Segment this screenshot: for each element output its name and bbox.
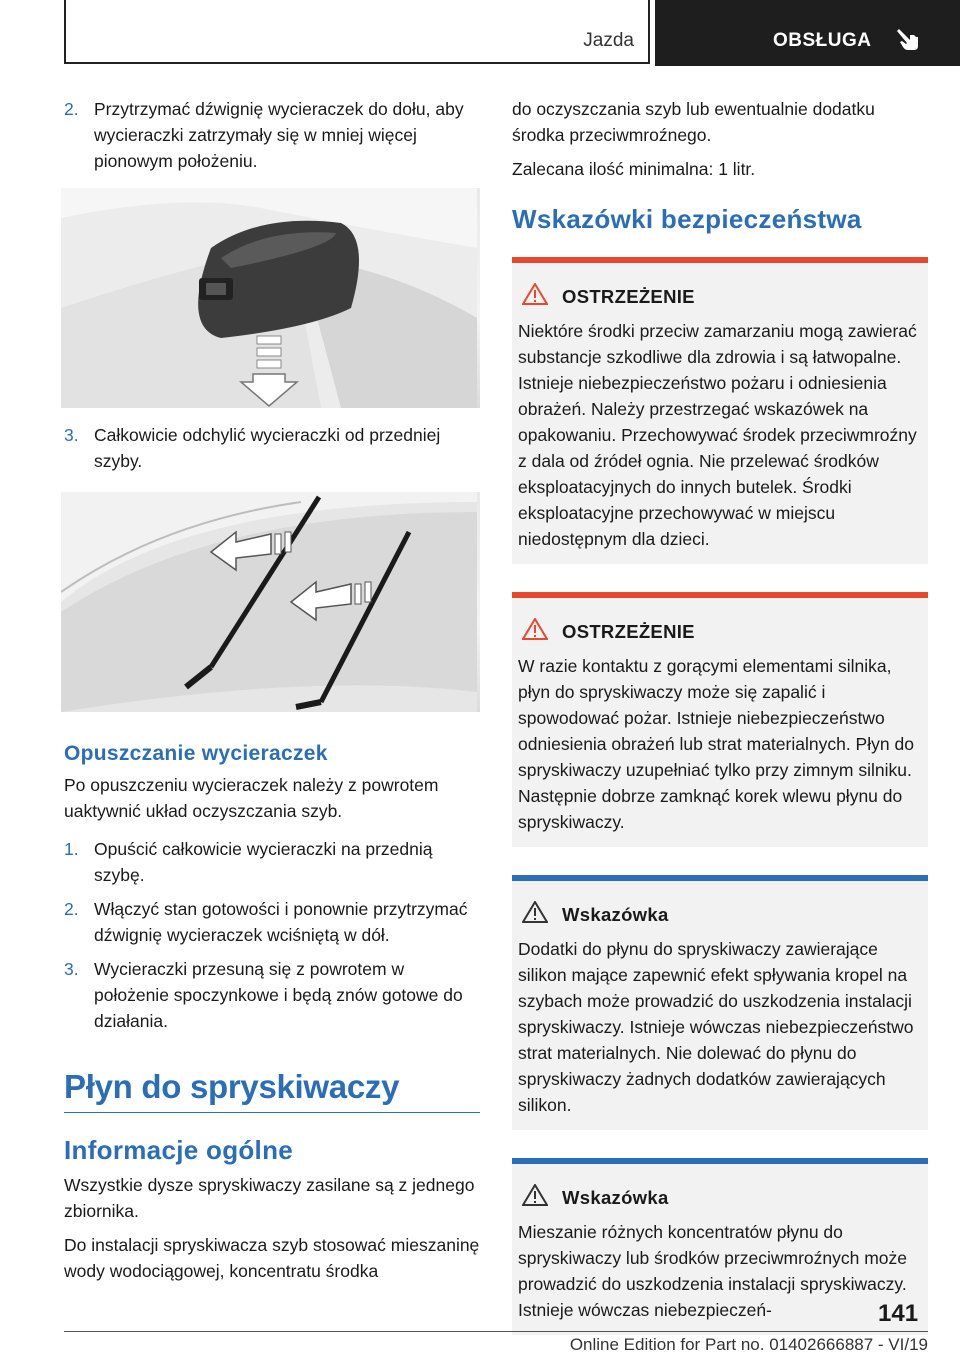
warning-title [518, 283, 922, 310]
warning-title [518, 618, 922, 645]
warning-triangle-icon [522, 283, 552, 310]
section-heading: Wskazówki bezpieczeństwa [512, 204, 862, 234]
warning-box [512, 257, 928, 564]
list-item [64, 422, 480, 474]
step-number: 3. [64, 959, 79, 979]
note-title [518, 1184, 922, 1211]
warning-body: Niektóre środki przeciw zamarzaniu mogą zawierać substancje szkodliwe dla zdrowia i są łatwopalne. Istnieje niebezpieczeństwo pożaru i odniesienia obrażeń. Należy przestrzegać wskazówek na opakowaniu. Przechowywać środek przeciwmroźny z dala od źródeł ognia. Nie przelewać środków eksploatacyjnych do innych butelek. Środki eksploatacyjne przechowywać w miejscu niedostępnym dla dzieci. [518, 321, 917, 549]
step-text: Całkowicie odchylić wycieraczki od przedniej szyby. [94, 425, 441, 471]
step-text: Przytrzymać dźwignię wycieraczek do dołu, aby wycieraczki zatrzymały się w mniej więcej pionowym położeniu. [94, 99, 464, 171]
warning-triangle-icon [522, 1184, 552, 1211]
list-item [64, 96, 480, 174]
step-text: Włączyć stan gotowości i ponownie przytrzymać dźwignię wycieraczek wciśniętą w dół. [94, 899, 468, 945]
note-body: Mieszanie różnych koncentratów płynu do spryskiwaczy lub środków przeciwmroźnych może prowadzić do uszkodzenia instalacji spryskiwaczy. Istnieje wówczas niebezpieczeń- [518, 1222, 907, 1320]
paragraph: Do instalacji spryskiwacza szyb stosować mieszaninę wody wodociągowej, koncentratu środka [64, 1235, 480, 1281]
paragraph: Zalecana ilość minimalna: 1 litr. [512, 159, 756, 179]
page-number: 141 [878, 1300, 919, 1327]
chapter-heading: Płyn do spryskiwaczy [64, 1068, 480, 1113]
windshield-wipers-figure [61, 492, 480, 712]
pointing-hand-icon [895, 26, 921, 57]
edition-note: Online Edition for Part no. 01402666887 - VI/19 [569, 1335, 928, 1354]
paragraph: Wszystkie dysze spryskiwaczy zasilane są z jednego zbiornika. [64, 1175, 475, 1221]
chapter-tab-label: OBSŁUGA [773, 30, 872, 51]
header-frame [64, 0, 650, 64]
warning-title-text: OSTRZEŻENIE [562, 620, 695, 642]
list-item [64, 836, 480, 888]
chapter-tab[interactable] [655, 0, 960, 66]
section-title: Jazda [583, 30, 634, 51]
left-column [64, 96, 480, 1292]
step-number: 2. [64, 899, 79, 919]
step-text: Wycieraczki przesuną się z powrotem w położenie spoczynkowe i będą znów gotowe do działania. [94, 959, 463, 1031]
note-title [518, 901, 922, 928]
note-title-text: Wskazówka [562, 903, 669, 925]
warning-triangle-icon [522, 618, 552, 645]
paragraph: do oczyszczania szyb lub ewentualnie dodatku środka przeciwmroźnego. [512, 99, 875, 145]
step-number: 3. [64, 425, 79, 445]
paragraph: Po opuszczeniu wycieraczek należy z powrotem uaktywnić układ oczyszczania szyb. [64, 775, 439, 821]
step-text: Opuścić całkowicie wycieraczki na przednią szybę. [94, 839, 433, 885]
wiper-lever-figure [61, 188, 480, 408]
note-box [512, 875, 928, 1130]
warning-box [512, 592, 928, 847]
step-number: 2. [64, 99, 79, 119]
note-box [512, 1158, 928, 1335]
section-heading: Informacje ogólne [64, 1135, 294, 1165]
warning-body: W razie kontaktu z gorącymi elementami silnika, płyn do spryskiwaczy może się zapalić i spowodować pożar. Istnieje niebezpieczeństwo odniesienia obrażeń lub strat materialnych. Płyn do spryskiwaczy uzupełniać tylko przy zimnym silniku. Następnie dobrze zamknąć korek wlewu płynu do spryskiwaczy. [518, 656, 914, 832]
section-heading: Opuszczanie wycieraczek [64, 742, 328, 765]
note-body: Dodatki do płynu do spryskiwaczy zawierające silikon mające zapewnić efekt spływania kropel na szybach może prowadzić do uszkodzenia instalacji spryskiwaczy. Istnieje wówczas niebezpieczeństwo strat materialnych. Nie dolewać do płynu do spryskiwaczy żadnych dodatków zawierających silikon. [518, 939, 914, 1115]
footer-divider [64, 1331, 928, 1332]
warning-triangle-icon [522, 901, 552, 928]
list-item [64, 896, 480, 948]
right-column [512, 96, 928, 1363]
warning-title-text: OSTRZEŻENIE [562, 285, 695, 307]
step-number: 1. [64, 839, 79, 859]
list-item [64, 956, 480, 1034]
note-title-text: Wskazówka [562, 1186, 669, 1208]
